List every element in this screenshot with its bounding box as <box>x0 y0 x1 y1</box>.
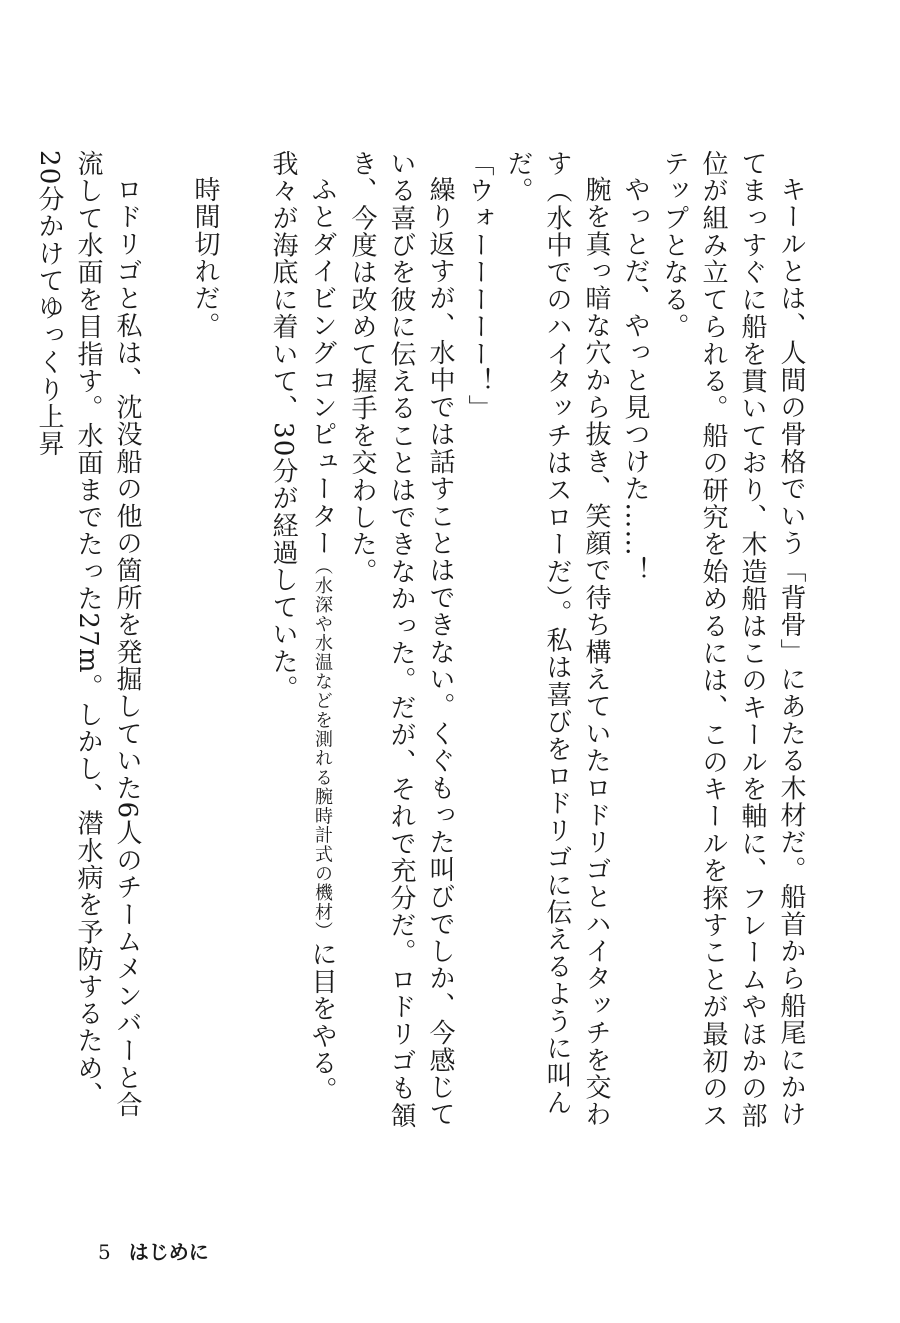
chapter-title: はじめに <box>128 1240 209 1264</box>
paragraph-repeat: 繰り返すが、水中では話すことはできない。くぐもった叫びでしか、今感じている喜びを彼に伝えることはできなかった。だが、それで充分だ。ロドリゴも頷き、今度は改めて握手を交わした。 <box>347 150 455 1130</box>
dive-computer-text: ふとダイビングコンピューター <box>307 176 337 557</box>
dive-computer-text-cont: に目をやる。我々が海底に着いて、30分が経過していた。 <box>268 150 337 1105</box>
paragraph-keel: キールとは、人間の骨格でいう「背骨」にあたる木材だ。船首から船尾にかけてまっすぐに船を貫いており、木造船はこのキールを軸に、フレームやほかの部位が組み立てられる。船の研究を始めるには、このキールを探すことが最初のステップとなる。 <box>659 150 806 1130</box>
paragraph-high-five: 腕を真っ暗な穴から抜き、笑顔で待ち構えていたロドリゴとハイタッチを交わす（水中でのハイタッチはスローだ）。私は喜びをロドリゴに伝えるように叫んだ。 <box>503 150 611 1128</box>
paragraph-dive-computer <box>263 150 342 1130</box>
page-footer <box>98 1236 209 1265</box>
dive-computer-note: （水深や水温などを測れる腕時計式の機材） <box>312 556 333 941</box>
page-number: 5 <box>98 1240 111 1264</box>
paragraph-shout: 「ウォーーーーー！」 <box>464 150 494 422</box>
paragraph-found: やっとだ、やっと見つけた……！ <box>620 176 650 584</box>
vertical-body-text <box>29 150 810 1130</box>
blank-line <box>146 150 185 1130</box>
paragraph-time-up: 時間切れだ。 <box>190 176 220 340</box>
paragraph-ascent: ロドリゴと私は、沈没船の他の箇所を発掘していた6人のチームメンバーと合流して水面を目指す。水面までたった27m。しかし、潜水病を予防するため、20分かけてゆっくり上昇 <box>34 150 142 1119</box>
blank-line <box>224 150 263 1130</box>
